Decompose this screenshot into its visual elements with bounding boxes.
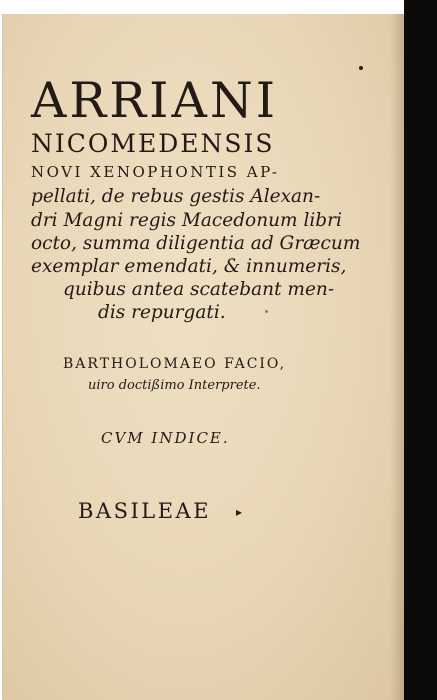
title-line: pellati, de rebus gestis Alexan-	[31, 186, 321, 207]
title-line: quibus antea scatebant men-	[63, 279, 335, 300]
binding-shadow	[404, 0, 437, 700]
translator-name: BARTHOLOMAEO FACIO,	[63, 356, 287, 372]
foxing-spot	[359, 66, 363, 70]
index-note: CVM INDICE.	[101, 429, 230, 447]
foxing-spot	[265, 310, 268, 313]
printer-ornament-icon: ▸	[236, 505, 243, 519]
translator-epithet: uiro doctißimo Interprete.	[88, 378, 261, 393]
author-origin: NICOMEDENSIS	[31, 129, 275, 158]
title-line: octo, summa diligentia ad Græcum	[31, 233, 361, 254]
title-line: exemplar emendati, & innumeris,	[31, 256, 347, 277]
imprint-place: BASILEAE	[78, 499, 212, 523]
title-page	[2, 14, 404, 700]
title-line: dri Magni regis Macedonum libri	[31, 210, 342, 231]
author-name: ARRIANI	[31, 72, 279, 129]
title-caps-line: NOVI XENOPHONTIS AP-	[31, 163, 280, 181]
title-line: dis repurgati.	[98, 302, 226, 323]
